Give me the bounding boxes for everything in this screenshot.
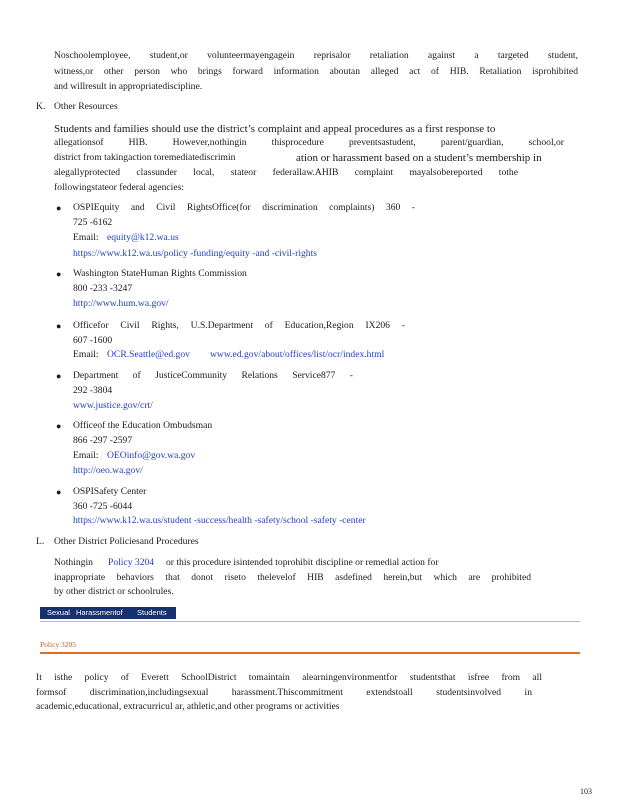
section-l-line-2: inappropriate behaviors that donot riseto thelevelof HIB asdefined herein,but which are prohibited bbox=[54, 572, 531, 583]
section-k-para-line-5: followingstateor federal agencies: bbox=[54, 182, 184, 193]
agency-email-link[interactable]: OEOinfo@gov.wa.gov bbox=[107, 450, 196, 461]
agency-url-link[interactable]: www.ed.gov/about/offices/list/ocr/index.html bbox=[210, 349, 385, 360]
section-l-letter: L. bbox=[36, 536, 45, 547]
section-l-line-1b: or this procedure isintended toprohibit discipline or remedial action for bbox=[166, 557, 439, 568]
agency-email-label: Email: bbox=[73, 232, 99, 243]
policy-number: Policy 3205 bbox=[40, 640, 77, 649]
policy-3204-link[interactable]: Policy 3204 bbox=[108, 557, 155, 568]
section-k-para-line-2: allegationsof HIB. However,nothingin thisprocedure preventsastudent, parent/guardian, school,or bbox=[54, 137, 564, 148]
agency-phone: 607 -1600 bbox=[73, 335, 113, 346]
bullet-icon: ● bbox=[56, 321, 62, 331]
agency-url-link[interactable]: https://www.k12.wa.us/policy -funding/equity -and -civil-rights bbox=[73, 248, 317, 259]
closing-line-1: It isthe policy of Everett SchoolDistrict tomaintain alearningenvironmentfor studentsthat isfree from all bbox=[36, 672, 542, 683]
section-k-para-line-3a: district from takingaction toremediatediscrimin bbox=[54, 152, 236, 163]
intro-line-3: and willresult in appropriatediscipline. bbox=[54, 81, 203, 92]
agency-name: Washington StateHuman Rights Commission bbox=[73, 268, 247, 279]
agency-phone: 725 -6162 bbox=[73, 217, 113, 228]
bullet-icon: ● bbox=[56, 487, 62, 497]
closing-line-3: academic,educational, extracurricul ar, athletic,and other programs or activities bbox=[36, 701, 340, 712]
agency-name: Officeof the Education Ombudsman bbox=[73, 420, 213, 431]
agency-email-link[interactable]: OCR.Seattle@ed.gov bbox=[107, 349, 190, 360]
bullet-icon: ● bbox=[56, 269, 62, 279]
section-k-para-line-1: Students and families should use the district’s complaint and appeal procedures as a first response to bbox=[54, 123, 496, 135]
policy-divider bbox=[40, 652, 580, 654]
intro-line-2: witness,or other person who brings forward information aboutan alleged act of HIB. Retaliation isprohibited bbox=[54, 66, 578, 77]
intro-line-1: Noschoolemployee, student,or volunteermayengagein reprisalor retaliation against a targeted student, bbox=[54, 50, 578, 61]
section-k-para-line-3b: ation or harassment based on a student’s membership in bbox=[296, 152, 542, 164]
agency-url-link[interactable]: http://oeo.wa.gov/ bbox=[73, 465, 143, 476]
agency-phone: 360 -725 -6044 bbox=[73, 501, 133, 512]
agency-email-label: Email: bbox=[73, 450, 99, 461]
policy-title-banner bbox=[40, 607, 176, 619]
agency-name: OSPISafety Center bbox=[73, 486, 147, 497]
agency-phone: 292 -3804 bbox=[73, 385, 113, 396]
banner-word: Harassmentof bbox=[76, 608, 123, 617]
agency-url-link[interactable]: https://www.k12.wa.us/student -success/health -safety/school -safety -center bbox=[73, 515, 366, 526]
agency-name: Officefor Civil Rights, U.S.Department of Education,Region IX206 - bbox=[73, 320, 405, 331]
bullet-icon: ● bbox=[56, 371, 62, 381]
agency-name: OSPIEquity and Civil RightsOffice(for discrimination complaints) 360 - bbox=[73, 202, 415, 213]
banner-word: Students bbox=[137, 608, 167, 617]
bullet-icon: ● bbox=[56, 421, 62, 431]
section-k-letter: K. bbox=[36, 101, 46, 112]
section-l-line-1a: Nothingin bbox=[54, 557, 93, 568]
agency-phone: 866 -297 -2597 bbox=[73, 435, 133, 446]
closing-line-2: formsof discrimination,includingsexual harassment.Thiscommitment extendstoall studentsinvolved in bbox=[36, 687, 532, 698]
banner-word: Sexual bbox=[47, 608, 70, 617]
section-k-para-line-4: alegallyprotected classunder local, stateor federallaw.AHIB complaint mayalsobereported tothe bbox=[54, 167, 518, 178]
header-divider bbox=[40, 621, 580, 622]
agency-url-link[interactable]: www.justice.gov/crt/ bbox=[73, 400, 153, 411]
section-k-heading: Other Resources bbox=[54, 101, 118, 112]
agency-email-label: Email: bbox=[73, 349, 99, 360]
bullet-icon: ● bbox=[56, 203, 62, 213]
section-l-line-3: by other district or schoolrules. bbox=[54, 586, 174, 597]
agency-url-link[interactable]: http://www.hum.wa.gov/ bbox=[73, 298, 169, 309]
agency-phone: 800 -233 -3247 bbox=[73, 283, 133, 294]
agency-email-link[interactable]: equity@k12.wa.us bbox=[107, 232, 179, 243]
agency-name: Department of JusticeCommunity Relations Service877 - bbox=[73, 370, 353, 381]
page-number: 103 bbox=[580, 787, 592, 796]
section-l-heading: Other District Policiesand Procedures bbox=[54, 536, 199, 547]
